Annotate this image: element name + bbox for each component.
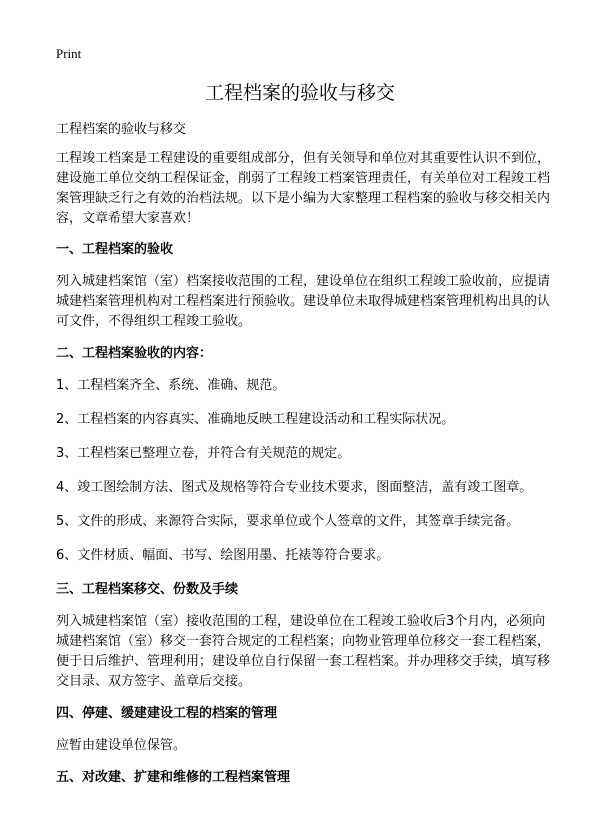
list-item: 2、工程档案的内容真实、准确地反映工程建设活动和工程实际状况。: [56, 412, 455, 427]
document-subtitle: 工程档案的验收与移交: [56, 122, 187, 137]
intro-paragraph: 工程竣工档案是工程建设的重要组成部分，但有关领导和单位对其重要性认识不到位，建设施工单位交纳工程保证金，削弱了工程竣工档案管理责任，有关单位对工程竣工档案管理缺乏行之有效的治档法规。以下是小编为大家整理工程档案的验收与移交相关内容，文章希望大家喜欢！: [56, 151, 551, 226]
list-item: 6、文件材质、幅面、书写、绘图用墨、托裱等符合要求。: [56, 548, 390, 563]
section-heading-acceptance-content: 二、工程档案验收的内容：: [56, 346, 213, 361]
list-item: 4、竣工图绘制方法、图式及规格等符合专业技术要求，图面整洁，盖有竣工图章。: [56, 480, 533, 495]
section-heading-acceptance: 一、工程档案的验收: [56, 242, 174, 257]
list-item: 1、工程档案齐全、系统、准确、规范。: [56, 378, 286, 393]
list-item: 5、文件的形成、来源符合实际，要求单位或个人签章的文件，其签章手续完备。: [56, 514, 520, 529]
section-paragraph: 列入城建档案馆（室）档案接收范围的工程，建设单位在组织工程竣工验收前，应提请城建档案管理机构对工程档案进行预验收。建设单位未取得城建档案管理机构出具的认可文件，不得组织工程竣工验收。: [56, 274, 551, 329]
print-link[interactable]: Print: [56, 46, 82, 61]
section-heading-renovation-projects: 五、对改建、扩建和维修的工程档案管理: [56, 770, 291, 785]
section-paragraph: 列入城建档案馆（室）接收范围的工程，建设单位在工程竣工验收后3个月内，必须向城建档案馆（室）移交一套符合规定的工程档案；向物业管理单位移交一套工程档案，便于日后维护、管理利用；建设单位自行保留一套工程档案。并办理移交手续，填写移交目录、双方签字、盖章后交接。: [56, 614, 551, 689]
section-heading-suspended-projects: 四、停建、缓建建设工程的档案的管理: [56, 706, 278, 721]
section-heading-transfer: 三、工程档案移交、份数及手续: [56, 582, 239, 597]
document-body: [56, 149, 552, 800]
list-item: 3、工程档案已整理立卷，并符合有关规范的规定。: [56, 446, 351, 461]
section-paragraph: 应暂由建设单位保管。: [56, 738, 187, 753]
page-title: 工程档案的验收与移交: [204, 82, 395, 104]
